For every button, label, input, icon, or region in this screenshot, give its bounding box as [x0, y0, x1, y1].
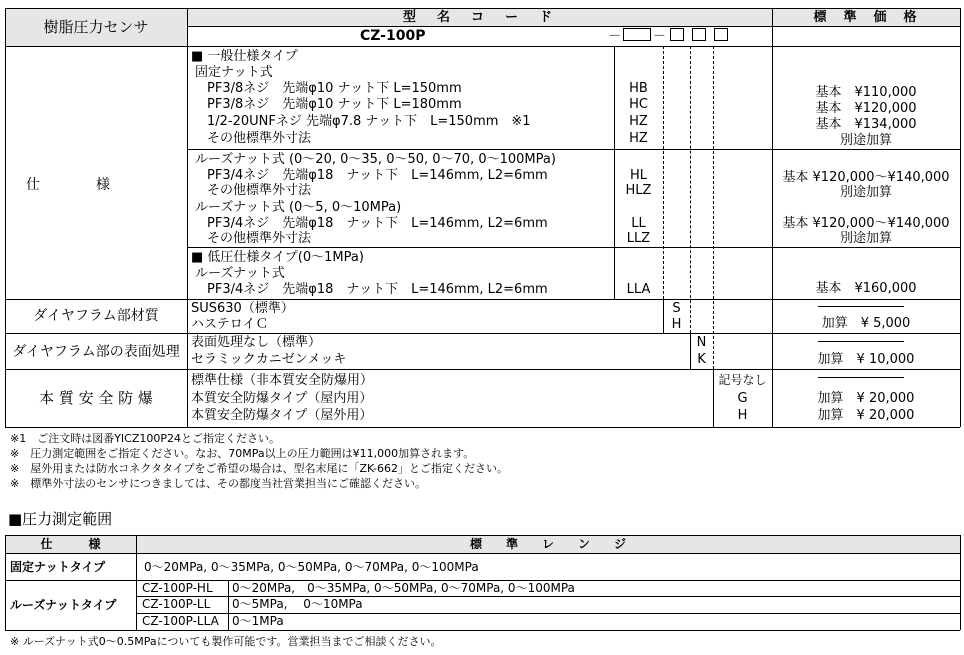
loose-b-code-2: LLZ: [626, 231, 651, 246]
general-desc-4: その他標準外寸法: [207, 131, 312, 146]
spec-label: 仕 様: [26, 177, 110, 193]
loose-ranges-3: 0～1MPa: [232, 614, 284, 628]
loose-nut-label: ルーズナットタイプ: [10, 598, 117, 612]
explosion-price-2: 加算 ¥ 20,000: [817, 391, 915, 406]
material-desc-1: SUS630（標準）: [191, 301, 294, 316]
loose-ranges-2: 0～5MPa, 0～10MPa: [232, 597, 363, 611]
low-pressure-code: LLA: [626, 282, 651, 297]
general-price-1: 基本 ¥110,000: [815, 85, 917, 100]
general-price-4: 別途加算: [839, 133, 892, 148]
loose-ranges-1: 0～20MPa, 0～35MPa, 0～50MPa, 0～70MPa, 0～100MPa: [232, 581, 575, 595]
explosion-proof-label: 本 質 安 全 防 爆: [39, 389, 153, 407]
loose-b-price-2: 別途加算: [839, 231, 892, 246]
range-section-title: ■圧力測定範囲: [8, 510, 113, 528]
note-1: ※1 ご注文時は図番YICZ100P24とご指定ください。: [10, 432, 281, 445]
low-pressure-heading: ■ 低圧仕様タイプ(0～1MPa): [191, 250, 364, 265]
explosion-code-3: H: [737, 408, 748, 423]
note-3: ※ 屋外用または防水コネクタタイプをご希望の場合は、型名末尾に「ZK-662」とご指定ください。: [10, 462, 509, 475]
price-title: 標 準 価 格: [813, 10, 919, 25]
surface-price-2: 加算 ¥ 10,000: [817, 352, 915, 367]
range-footnote: ※ ルーズナット式0～0.5MPaについても製作可能です。営業担当までご相談ください。: [10, 635, 442, 648]
explosion-desc-3: 本質安全防爆タイプ（屋外用）: [191, 408, 373, 423]
fixed-nut-label: 固定ナットタイプ: [10, 560, 106, 574]
general-desc-3: 1/2-20UNFネジ 先端φ7.8 ナット下 L=150mm ※1: [207, 114, 531, 129]
general-code-4: HZ: [629, 131, 648, 146]
general-type-heading: ■ 一般仕様タイプ: [191, 49, 298, 64]
explosion-desc-2: 本質安全防爆タイプ（屋内用）: [191, 391, 373, 406]
loose-model-3: CZ-100P-LLA: [142, 614, 219, 628]
material-desc-2: ハステロイＣ: [191, 317, 269, 332]
general-desc-2: PF3/8ネジ 先端φ10 ナット下 L=180mm: [207, 97, 462, 112]
loose-nut-a-heading: ルーズナット式 (0～20, 0～35, 0～50, 0～70, 0～100MPa): [195, 152, 556, 167]
loose-a-price-1: 基本 ¥120,000～¥140,000: [782, 170, 950, 185]
code-prefix: －: [608, 29, 622, 44]
material-code-2: H: [671, 317, 682, 332]
low-pressure-sub: ルーズナット式: [195, 266, 285, 281]
code-box-2: [670, 28, 684, 41]
explosion-price-3: 加算 ¥ 20,000: [817, 408, 915, 423]
loose-model-1: CZ-100P-HL: [142, 581, 213, 595]
loose-model-2: CZ-100P-LL: [142, 597, 211, 611]
loose-b-desc-2: その他標準外寸法: [207, 231, 312, 246]
low-pressure-desc: PF3/4ネジ 先端φ18 ナット下 L=146mm, L2=6mm: [207, 282, 548, 297]
loose-a-desc-1: PF3/4ネジ 先端φ18 ナット下 L=146mm, L2=6mm: [207, 168, 548, 183]
general-desc-1: PF3/8ネジ 先端φ10 ナット下 L=150mm: [207, 81, 462, 96]
loose-nut-b-heading: ルーズナット式 (0～5, 0～10MPa): [195, 200, 402, 215]
loose-a-code-2: HLZ: [625, 183, 652, 198]
product-name: 樹脂圧力センサ: [43, 18, 149, 36]
explosion-desc-1: 標準仕様（非本質安全防爆用）: [191, 373, 374, 388]
loose-b-code-1: LL: [631, 216, 646, 231]
diaphragm-material-label: ダイヤフラム部材質: [33, 308, 159, 324]
code-box-4: [714, 28, 728, 41]
explosion-code-2: G: [737, 391, 748, 406]
general-code-2: HC: [629, 97, 648, 112]
general-code-1: HB: [629, 81, 648, 96]
code-box-3: [692, 28, 706, 41]
model-code-title: 型 名 コ ー ド: [402, 10, 556, 25]
surface-treatment-label: ダイヤフラム部の表面処理: [12, 344, 180, 360]
note-4: ※ 標準外寸法のセンサにつきましては、その都度当社営業担当にご確認ください。: [10, 477, 426, 490]
surface-code-2: K: [697, 352, 706, 367]
model-code-pattern: [608, 28, 732, 44]
loose-a-desc-2: その他標準外寸法: [207, 183, 312, 198]
fixed-nut-heading: 固定ナット式: [195, 65, 273, 80]
general-price-3: 基本 ¥134,000: [815, 117, 917, 132]
fixed-nut-ranges: 0～20MPa, 0～35MPa, 0～50MPa, 0～70MPa, 0～100MPa: [144, 560, 479, 574]
loose-a-price-2: 別途加算: [839, 185, 892, 200]
loose-b-desc-1: PF3/4ネジ 先端φ18 ナット下 L=146mm, L2=6mm: [207, 216, 548, 231]
code-box-1: [623, 28, 651, 41]
general-code-3: HZ: [629, 114, 648, 129]
model-name: CZ-100P: [360, 28, 426, 44]
loose-a-code-1: HL: [629, 168, 648, 183]
surface-code-1: N: [696, 335, 707, 350]
material-code-1: S: [672, 301, 681, 316]
low-pressure-price: 基本 ¥160,000: [815, 281, 917, 296]
explosion-code-1: 記号なし: [718, 373, 767, 387]
material-price-2: 加算 ¥ 5,000: [821, 316, 911, 331]
surface-desc-2: セラミックカニゼンメッキ: [191, 352, 347, 367]
range-header-range: 標 準 レ ン ジ: [469, 537, 626, 551]
general-price-2: 基本 ¥120,000: [815, 101, 917, 116]
note-2: ※ 圧力測定範囲をご指定ください。なお、70MPa以上の圧力範囲は¥11,000加算されます。: [10, 447, 475, 460]
loose-b-price-1: 基本 ¥120,000～¥140,000: [782, 216, 950, 231]
surface-desc-1: 表面処理なし（標準）: [191, 335, 322, 350]
code-sep: －: [653, 29, 667, 44]
range-header-spec: 仕 様: [40, 537, 101, 551]
